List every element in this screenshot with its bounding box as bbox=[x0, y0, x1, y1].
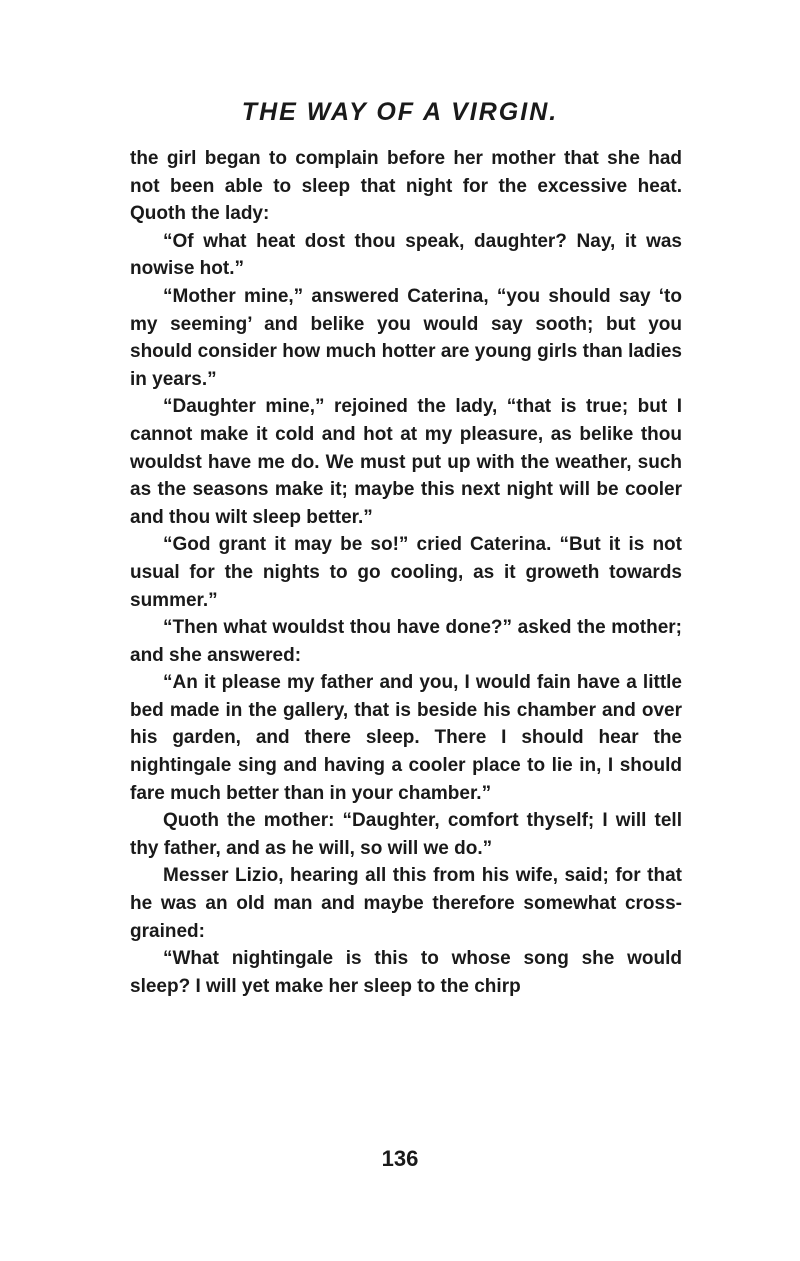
paragraph: “An it please my father and you, I would fain have a little bed made in the gallery, that is beside his chamber and over his garden, and there sleep. There I should hear the nightingale sing and having a cooler place to lie in, I should fare much better than in your chamber.” bbox=[130, 672, 682, 804]
running-head: THE WAY OF A VIRGIN. bbox=[241, 98, 559, 126]
paragraph: “God grant it may be so!” cried Caterina. “But it is not usual for the nights to go cooling, as it groweth towards summer.” bbox=[130, 534, 682, 611]
body-text bbox=[130, 145, 682, 1000]
paragraph-continuation: the girl began to complain before her mother that she had not been able to sleep that night for the excessive heat. Quoth the lady: bbox=[130, 148, 682, 225]
page-number: 136 bbox=[381, 1146, 419, 1171]
paragraph: Quoth the mother: “Daughter, comfort thyself; I will tell thy father, and as he will, so will we do.” bbox=[130, 810, 682, 859]
paragraph: “Daughter mine,” rejoined the lady, “that is true; but I cannot make it cold and hot at my pleasure, as belike thou wouldst have me do. We must put up with the weather, such as the seasons make it; maybe this next night will be cooler and thou wilt sleep better.” bbox=[130, 396, 682, 528]
paragraph: “Then what wouldst thou have done?” asked the mother; and she answered: bbox=[130, 617, 682, 666]
paragraph: “Mother mine,” answered Caterina, “you should say ‘to my seeming’ and belike you would say sooth; but you should consider how much hotter are young girls than ladies in years.” bbox=[130, 285, 682, 390]
paragraph: “What nightingale is this to whose song she would sleep? I will yet make her sleep to the chirp bbox=[130, 948, 682, 997]
paragraph: “Of what heat dost thou speak, daughter? Nay, it was nowise hot.” bbox=[130, 230, 682, 280]
paragraph: Messer Lizio, hearing all this from his wife, said; for that he was an old man and maybe therefore somewhat cross-grained: bbox=[130, 865, 682, 942]
